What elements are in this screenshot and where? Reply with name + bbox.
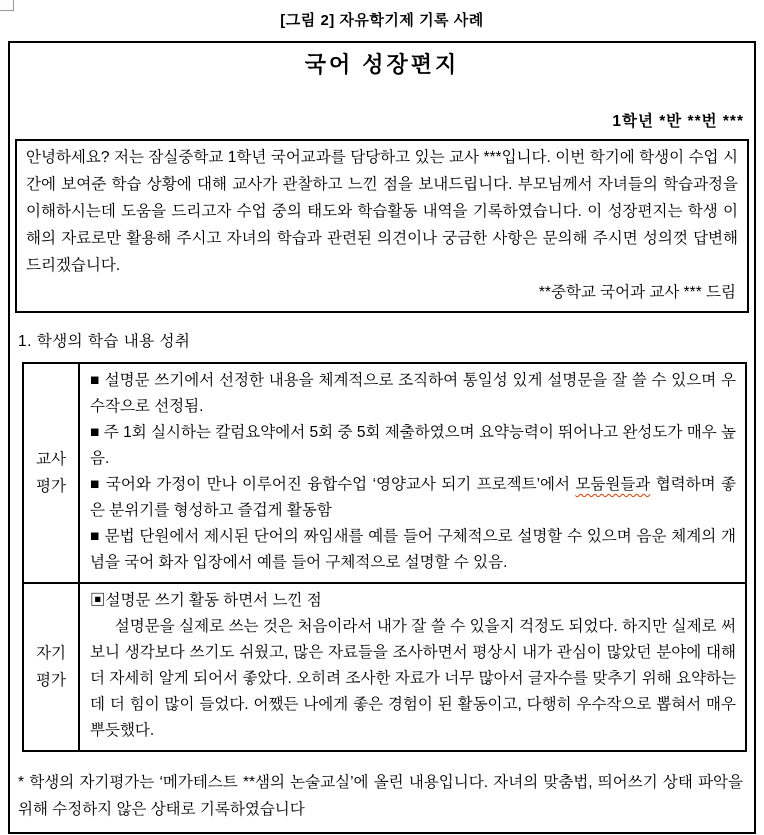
teacher-eval-item-1: ■ 설명문 쓰기에서 선정한 내용을 체계적으로 조직하여 통일성 있게 설명문을 잘 쓸 수 있으며 우수작으로 선정됨. <box>90 372 736 415</box>
table-row-teacher-evaluation <box>23 363 746 583</box>
student-identifier: 1학년 *반 **번 *** <box>612 113 744 130</box>
self-eval-heading: ▣설명문 쓰기 활동 하면서 느낀 점 <box>90 592 322 609</box>
greeting-text: 안녕하세요? 저는 잠실중학교 1학년 국어교과를 담당하고 있는 교사 ***입니다. 이번 학기에 학생이 수업 시간에 보여준 학습 상황에 대해 교사가 관찰하고 느낀 점을 보내드립니다. 부모님께서 자녀들의 학습과정을 이해하시는데 도움을 드리고자 수업 중의 태도와 학습활동 내역을 기록하였습니다. 이 성장편지는 학생 이해의 자료로만 활용해 주시고 자녀의 학습과 관련된 의견이나 궁금한 사항은 문의해 주시면 성의껏 답변해 드리겠습니다. <box>26 149 738 274</box>
teacher-eval-item-3 <box>90 472 736 524</box>
teacher-eval-item-4: ■ 문법 단원에서 제시된 단어의 짜임새를 예를 들어 구체적으로 설명할 수 있으며 음운 체계의 개념을 국어 화자 입장에서 예를 들어 구체적으로 설명할 수 있음. <box>90 528 736 571</box>
teacher-eval-item-3-pre: ■ 국어와 가정이 만나 이루어진 융합수업 ‘영양교사 되기 프로젝트’에서 <box>90 476 576 493</box>
spellcheck-underlined-word: 모둠원들과 <box>575 476 651 493</box>
footnote: * 학생의 자기평가는 ‘메가테스트 **샘의 논술교실’에 올린 내용입니다. 자녀의 맞춤법, 띄어쓰기 상태 파악을 위해 수정하지 않은 상태로 기록하였습니다 <box>18 774 743 818</box>
section-heading-achievement: 1. 학생의 학습 내용 성취 <box>18 333 191 350</box>
growth-letter-document <box>8 41 756 834</box>
figure-caption: [그림 2] 자유학기제 기록 사례 <box>280 12 484 29</box>
self-evaluation-content <box>79 583 746 751</box>
teacher-eval-item-2: ■ 주 1회 실시하는 칼럼요약에서 5회 중 5회 제출하였으며 요약능력이 뛰어나고 완성도가 매우 높음. <box>90 424 736 467</box>
evaluation-table <box>22 362 747 752</box>
self-evaluation-label: 자기 평가 <box>23 583 79 751</box>
table-row-self-evaluation <box>23 583 746 751</box>
teacher-evaluation-label: 교사 평가 <box>23 363 79 583</box>
teacher-eval-item-3-post: 협력하며 좋은 분위기를 형성하고 즐겁게 활동함 <box>90 476 736 519</box>
self-eval-body: 설명문을 실제로 쓰는 것은 처음이라서 내가 잘 쓸 수 있을지 걱정도 되었다. 하지만 실제로 써보니 생각보다 쓰기도 쉬웠고, 많은 자료들을 조사하면서 평상시 내가 관심이 많았던 분야에 대해 더 자세히 알게 되어서 좋았다. 오히려 조사한 자료가 너무 많아서 글자수를 맞추기 위해 요약하는 데 더 힘이 많이 들었다. 어쨌든 나에게 좋은 경험이 된 활동이고, 다행히 우수작으로 뽑혀서 매우 뿌듯했다. <box>90 618 736 739</box>
greeting-section <box>15 139 749 313</box>
document-title: 국어 성장편지 <box>304 52 460 77</box>
screen-edge-artifact <box>0 0 14 11</box>
teacher-evaluation-content <box>79 363 746 583</box>
greeting-signature: **중학교 국어과 교사 *** 드림 <box>538 284 736 301</box>
